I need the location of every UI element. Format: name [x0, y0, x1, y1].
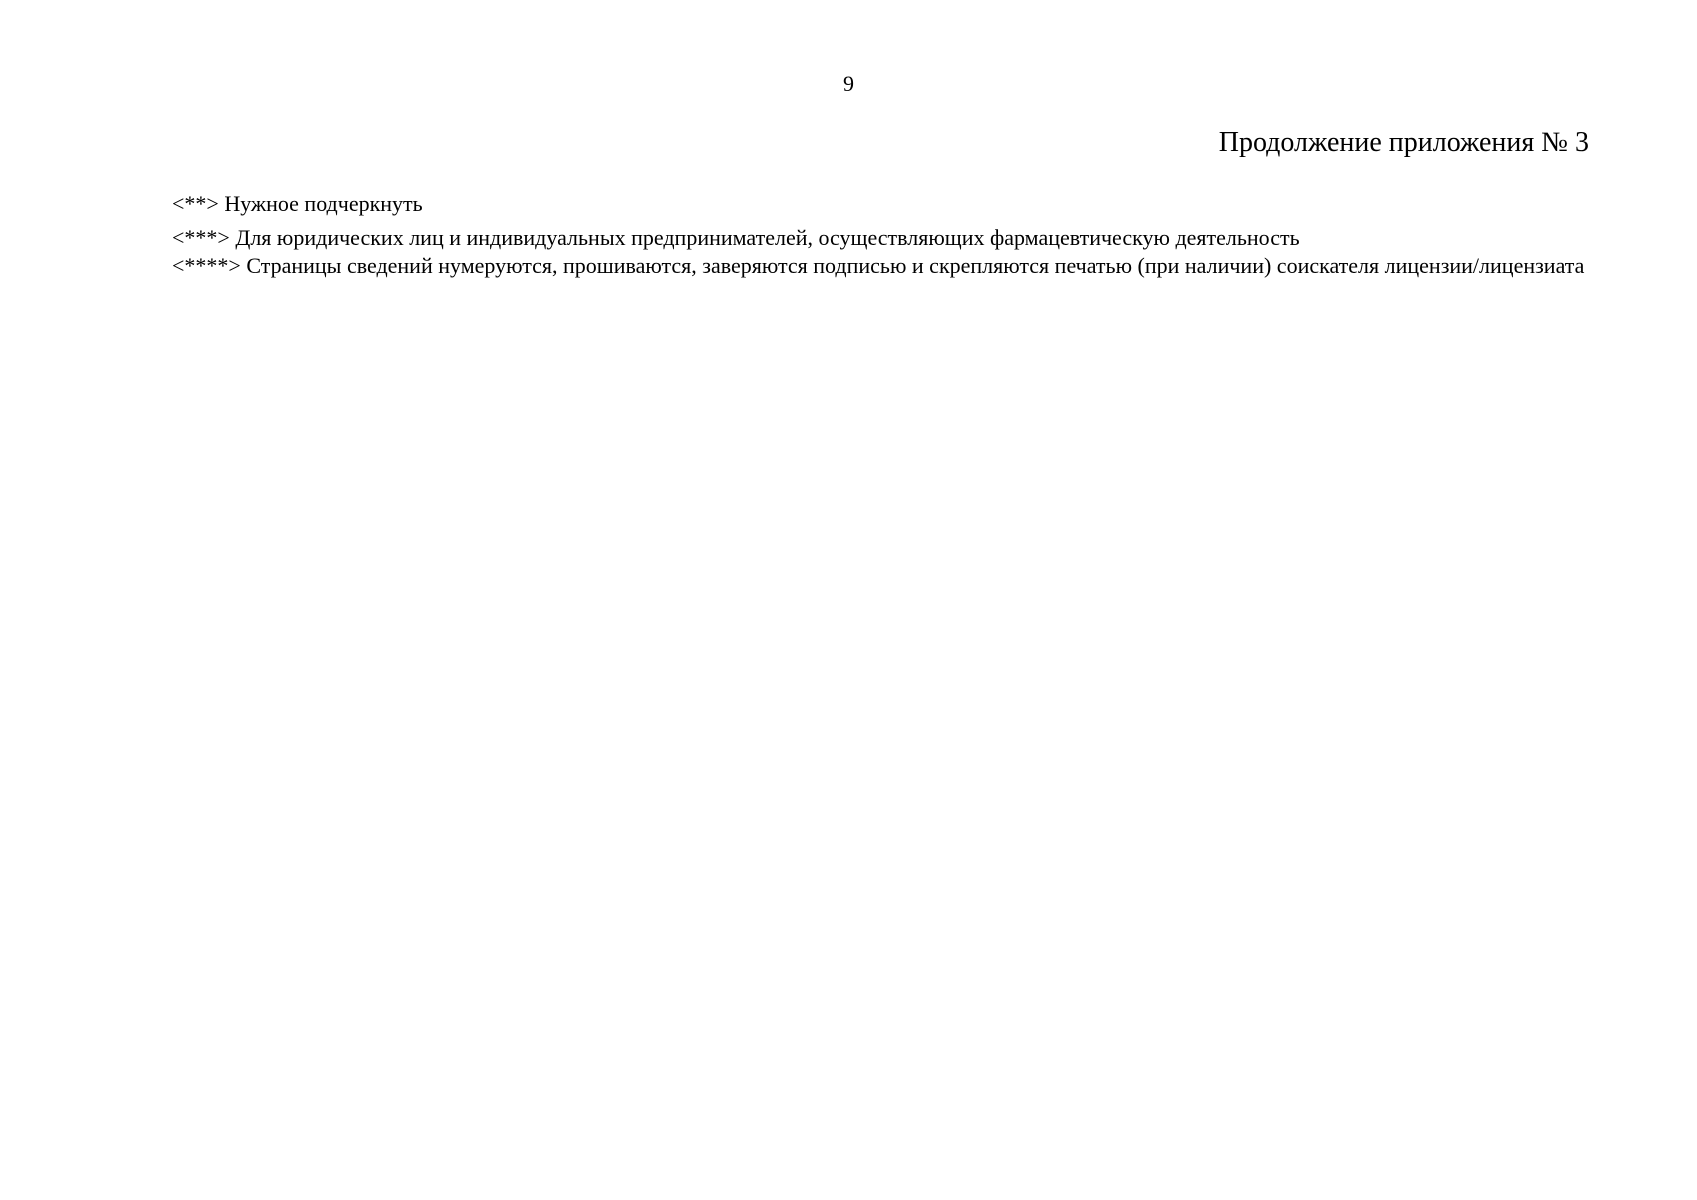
footnotes-list — [172, 190, 1589, 280]
appendix-heading: Продолжение приложения № 3 — [1218, 127, 1589, 158]
page-number: 9 — [843, 71, 854, 96]
footnote-pages-numbering: <****> Страницы сведений нумеруются, прошиваются, заверяются подписью и скрепляются печатью (при наличии) соискателя лицензии/лицензиата — [172, 253, 1585, 278]
footnote-legal-entities: <***> Для юридических лиц и индивидуальных предпринимателей, осуществляющих фармацевтическую деятельность — [172, 225, 1300, 250]
footnote-required-underline: <**> Нужное подчеркнуть — [172, 191, 423, 216]
